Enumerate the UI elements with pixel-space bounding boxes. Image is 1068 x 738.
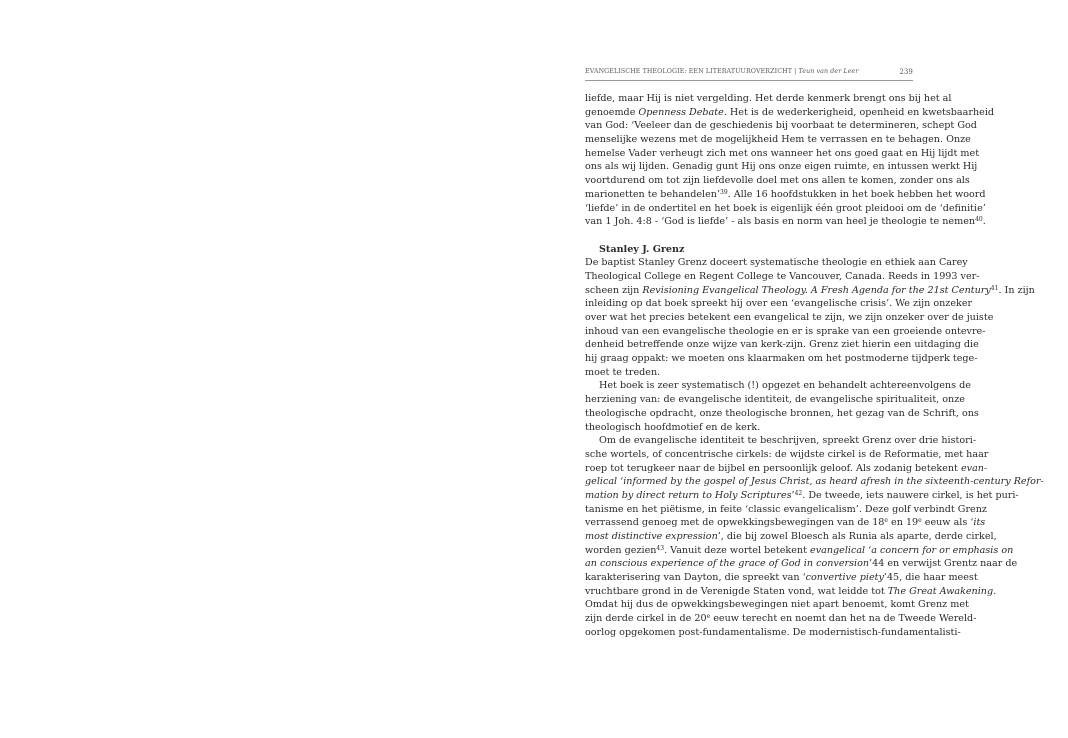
text-line: van God: ‘Veeleer dan de geschiedenis bij voorbaat te determineren, schept God [585, 120, 977, 132]
footnote-ref: 39 [720, 188, 728, 196]
text-line: hij graag oppakt: we moeten ons klaarmaken om het postmoderne tijdperk tege- [585, 353, 978, 365]
page-body [585, 92, 1044, 640]
header-separator: | [792, 68, 799, 75]
running-title: EVANGELISCHE THEOLOGIE: EEN LITERATUUROVERZICHT [585, 68, 792, 75]
text-line: theologisch hoofdmotief en de kerk. [585, 421, 761, 433]
text-line: moet te treden. [585, 366, 661, 378]
text-line: ons als wij lijden. Genadig gunt Hij ons onze eigen ruimte, en intussen werkt Hij [585, 161, 978, 173]
text-line: hemelse Vader verheugt zich met ons wanneer het ons goed gaat en Hij lijdt met [585, 147, 980, 159]
text-line: Om de evangelische identiteit te beschrijven, spreekt Grenz over drie histori- [599, 435, 977, 447]
header-author: Teun van der Leer [798, 68, 859, 75]
text-line: karakterisering van Dayton, die spreekt van ‘convertive piety’45, die haar meest [585, 572, 978, 584]
text-line: marionetten te behandelen’$^{39}$. Alle 16 hoofdstukken in het boek hebben het woord [585, 188, 986, 200]
text-line: van 1 Joh. 4:8 - ‘God is liefde’ - als basis en norm van heel je theologie te nemen$^{40}$. [585, 216, 986, 228]
footnote-ref: 43 [656, 544, 665, 552]
text-line: roep tot terugkeer naar de bijbel en persoonlijk geloof. Als zodanig betekent evan- [585, 462, 988, 474]
text-line: sche wortels, of concentrische cirkels: de wijdste cirkel is de Reformatie, met haar [585, 448, 989, 460]
footnote-ref: ’45 [883, 572, 900, 584]
running-header [585, 68, 913, 81]
text-line: liefde, maar Hij is niet vergelding. Het derde kenmerk brengt ons bij het al [585, 93, 952, 104]
text-line: menselijke wezens met de mogelijkheid Hem te verrassen en te behagen. Onze [585, 134, 971, 146]
footnote-ref: 41 [990, 284, 999, 292]
section-heading: Stanley J. Grenz [599, 243, 685, 255]
text-line: inleiding op dat boek spreekt hij over een ‘evangelische crisis’. We zijn onzeker [585, 298, 973, 310]
text-line: tanisme en het piëtisme, in feite ‘classic evangelicalism’. Deze golf verbindt Grenz [585, 503, 987, 515]
text-line: mation by direct return to Holy Scriptures’$^{42}$. De tweede, iets nauwere cirkel, is het puri- [585, 489, 1019, 501]
footnote-ref: ’44 [869, 558, 885, 570]
footnote-ref: 42 [794, 489, 803, 497]
text-line: worden gezien$^{43}$. Vanuit deze wortel betekent evangelical ‘a concern for or emphasis on [585, 544, 1014, 556]
text-line: most distinctive expression’, die bij zowel Bloesch als Runia als aparte, derde cirkel, [585, 531, 997, 542]
text-line: oorlog opgekomen post-fundamentalisme. De modernistisch-fundamentalisti- [585, 626, 961, 638]
text-line: zijn derde cirkel in de 20e eeuw terecht en noemt dan het na de Tweede Wereld- [585, 613, 977, 625]
text-line: genoemde Openness Debate. Het is de wederkerigheid, openheid en kwetsbaarheid [585, 106, 995, 118]
text-line: vruchtbare grond in de Verenigde Staten vond, wat leidde tot The Great Awakening. [585, 585, 997, 597]
text-line: theologische opdracht, onze theologische bronnen, het gezag van de Schrift, ons [585, 407, 979, 419]
text-line: voortdurend om tot zijn liefdevolle doel met ons allen te komen, zonder ons als [585, 175, 970, 187]
text-line: inhoud van een evangelische theologie en er is sprake van een groeiende ontevre- [585, 325, 986, 337]
text-line: denheid betreffende onze wijze van kerk-zijn. Grenz ziet hierin een uitdaging die [585, 339, 979, 351]
text-line: Het boek is zeer systematisch (!) opgezet en behandelt achtereenvolgens de [599, 380, 971, 392]
paragraph-gap [585, 229, 913, 243]
text-line: gelical ‘informed by the gospel of Jesus Christ, as heard afresh in the sixteenth-century Refor- [585, 476, 1044, 488]
page-number: 239 [899, 68, 913, 76]
text-line: ‘liefde’ in de ondertitel en het boek is eigenlijk één groot pleidooi om de ‘definitie’ [585, 202, 986, 214]
text-line: scheen zijn Revisioning Evangelical Theology. A Fresh Agenda for the 21st Century$^{41}$. In zijn [585, 284, 1035, 296]
text-line: Omdat hij dus de opwekkingsbewegingen niet apart benoemt, komt Grenz met [585, 599, 969, 611]
footnote-ref: 40 [975, 216, 983, 224]
text-line: verrassend genoeg met de opwekkingsbewegingen van de 18e en 19e eeuw als ‘its [585, 517, 986, 529]
text-line: herziening van: de evangelische identiteit, de evangelische spiritualiteit, onze [585, 394, 965, 406]
text-line: De baptist Stanley Grenz doceert systematische theologie en ethiek aan Carey [585, 257, 968, 269]
text-line: Theological College en Regent College te Vancouver, Canada. Reeds in 1993 ver- [585, 270, 980, 282]
text-line: over wat het precies betekent een evangelical te zijn, we zijn onzeker over de juiste [585, 312, 994, 323]
text-line: an conscious experience of the grace of God in conversion’44 en verwijst Grentz naar de [585, 558, 1018, 570]
